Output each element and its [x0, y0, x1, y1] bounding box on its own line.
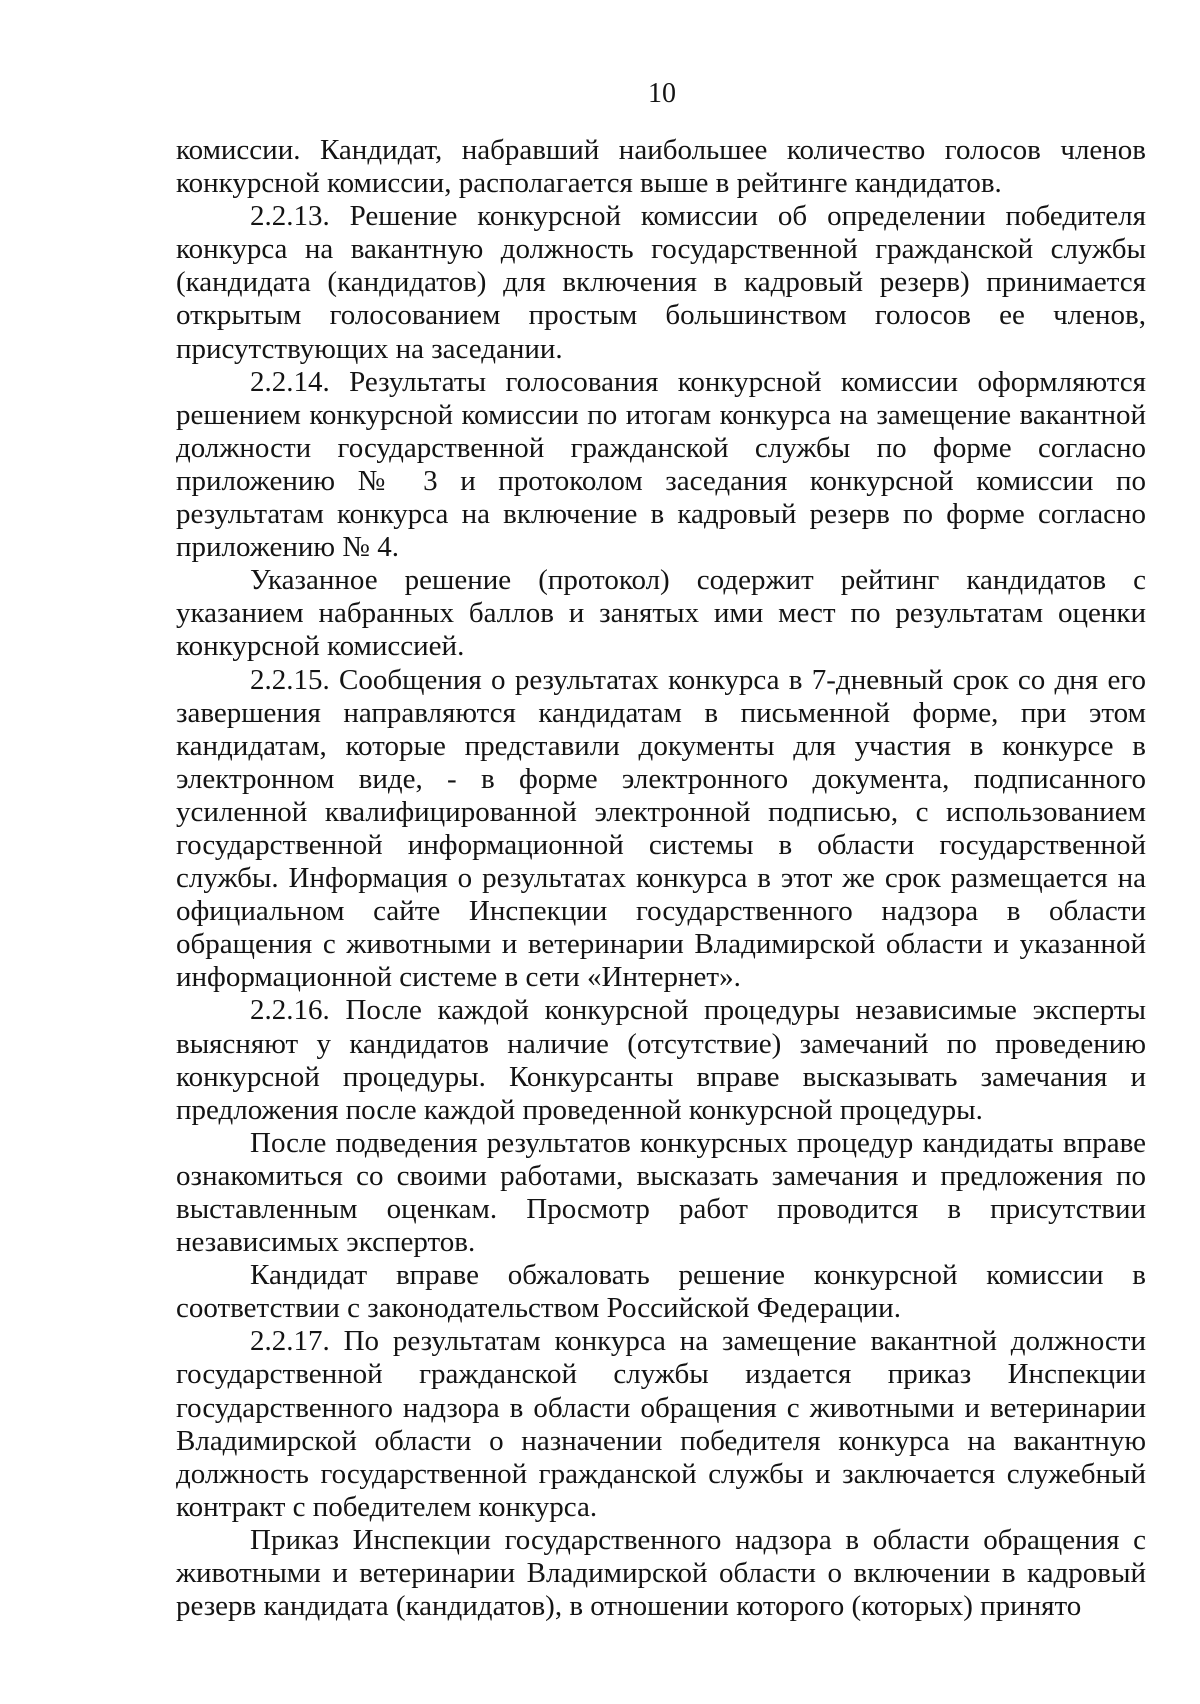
paragraph: 2.2.17. По результатам конкурса на замещение вакантной должности государственной гражданской службы издается приказ Инспекции государственного надзора в области обращения с животными и ветеринарии Владимирской области о назначении победителя конкурса на вакантную должность государственной гражданской службы и заключается служебный контракт с победителем конкурса. — [176, 1325, 1146, 1523]
paragraph: 2.2.13. Решение конкурсной комиссии об определении победителя конкурса на вакантную должность государственной гражданской службы (кандидата (кандидатов) для включения в кадровый резерв) принимается открытым голосованием простым большинством голосов ее членов, присутствующих на заседании. — [176, 200, 1146, 365]
document-body — [176, 134, 1146, 1623]
paragraph: Кандидат вправе обжаловать решение конкурсной комиссии в соответствии с законодательством Российской Федерации. — [176, 1259, 1146, 1325]
paragraph: 2.2.16. После каждой конкурсной процедуры независимые эксперты выясняют у кандидатов наличие (отсутствие) замечаний по проведению конкурсной процедуры. Конкурсанты вправе высказывать замечания и предложения после каждой проведенной конкурсной процедуры. — [176, 994, 1146, 1126]
paragraph: Приказ Инспекции государственного надзора в области обращения с животными и ветеринарии Владимирской области о включении в кадровый резерв кандидата (кандидатов), в отношении которого (которых) принято — [176, 1523, 1146, 1623]
paragraph: После подведения результатов конкурсных процедур кандидаты вправе ознакомиться со своими работами, высказать замечания и предложения по выставленным оценкам. Просмотр работ проводится в присутствии независимых экспертов. — [176, 1126, 1146, 1259]
paragraph: 2.2.15. Сообщения о результатах конкурса в 7-дневный срок со дня его завершения направляются кандидатам в письменной форме, при этом кандидатам, которые представили документы для участия в конкурсе в электронном виде, - в форме электронного документа, подписанного усиленной квалифицированной электронной подписью, с использованием государственной информационной системы в области государственной службы. Информация о результатах конкурса в этот же срок размещается на официальном сайте Инспекции государственного надзора в области обращения с животными и ветеринарии Владимирской области и указанной информационной системе в сети «Интернет». — [176, 663, 1146, 994]
paragraph: 2.2.14. Результаты голосования конкурсной комиссии оформляются решением конкурсной комиссии по итогам конкурса на замещение вакантной должности государственной гражданской службы по форме согласно приложению № 3 и протоколом заседания конкурсной комиссии по результатам конкурса на включение в кадровый резерв по форме согласно приложению № 4. — [176, 365, 1146, 564]
paragraph: комиссии. Кандидат, набравший наибольшее количество голосов членов конкурсной комиссии, располагается выше в рейтинге кандидатов. — [176, 134, 1146, 200]
paragraph: Указанное решение (протокол) содержит рейтинг кандидатов с указанием набранных баллов и занятых ими мест по результатам оценки конкурсной комиссией. — [176, 564, 1146, 663]
page-number: 10 — [648, 78, 676, 109]
